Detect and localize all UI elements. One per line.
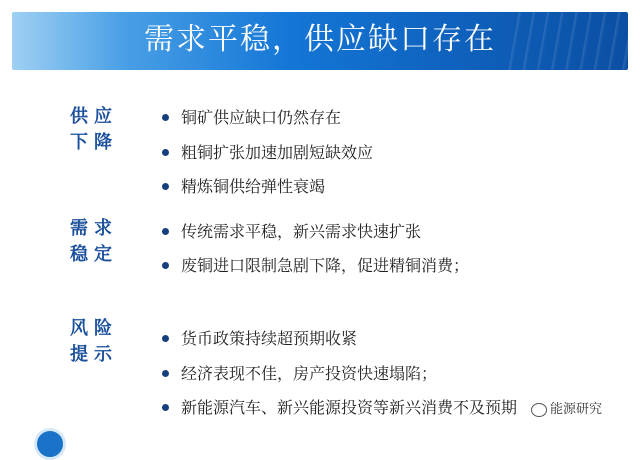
bullet-item [162, 328, 357, 350]
category-label-line: 需求 [70, 218, 118, 239]
bullet-text: 货币政策持续超预期收紧 [181, 329, 358, 348]
bullet-dot-icon [162, 149, 169, 156]
bullet-item [162, 397, 517, 419]
watermark [528, 398, 605, 417]
bullet-item [162, 255, 469, 277]
bullet-text: 新能源汽车、新兴能源投资等新兴消费不及预期 [181, 398, 518, 417]
category-label-line: 稳定 [70, 244, 118, 265]
slide-title: 需求平稳，供应缺口存在 [144, 22, 496, 57]
bullet-item [162, 363, 437, 385]
category-label-risk [70, 316, 126, 368]
bullet-text: 经济表现不佳，房产投资快速塌陷； [181, 364, 438, 383]
category-label-line: 风险 [70, 318, 118, 339]
bullet-item [162, 107, 341, 129]
bullet-text: 铜矿供应缺口仍然存在 [181, 108, 342, 127]
bullet-dot-icon [162, 370, 169, 377]
bullet-text: 传统需求平稳，新兴需求快速扩张 [181, 222, 422, 241]
category-label-supply [70, 104, 126, 156]
bullet-text: 粗铜扩张加速加剧短缺效应 [181, 143, 374, 162]
bullet-text: 精炼铜供给弹性衰竭 [181, 177, 326, 196]
bullet-dot-icon [162, 114, 169, 121]
bullet-item [162, 221, 421, 243]
bullet-item [162, 142, 373, 164]
title-banner [12, 12, 628, 70]
bullet-dot-icon [162, 183, 169, 190]
corner-logo-icon [34, 428, 66, 460]
wechat-logo-icon [531, 403, 547, 417]
bullet-text: 废铜进口限制急剧下降，促进精铜消费； [181, 256, 470, 275]
bullet-dot-icon [162, 335, 169, 342]
category-label-line: 供应 [70, 106, 118, 127]
category-label-demand [70, 216, 126, 268]
bullet-item [162, 176, 325, 198]
bullet-dot-icon [162, 262, 169, 269]
bullet-dot-icon [162, 404, 169, 411]
category-label-line: 提示 [70, 344, 118, 365]
category-label-line: 下降 [70, 132, 118, 153]
watermark-text: 能源研究 [550, 402, 603, 417]
bullet-dot-icon [162, 228, 169, 235]
